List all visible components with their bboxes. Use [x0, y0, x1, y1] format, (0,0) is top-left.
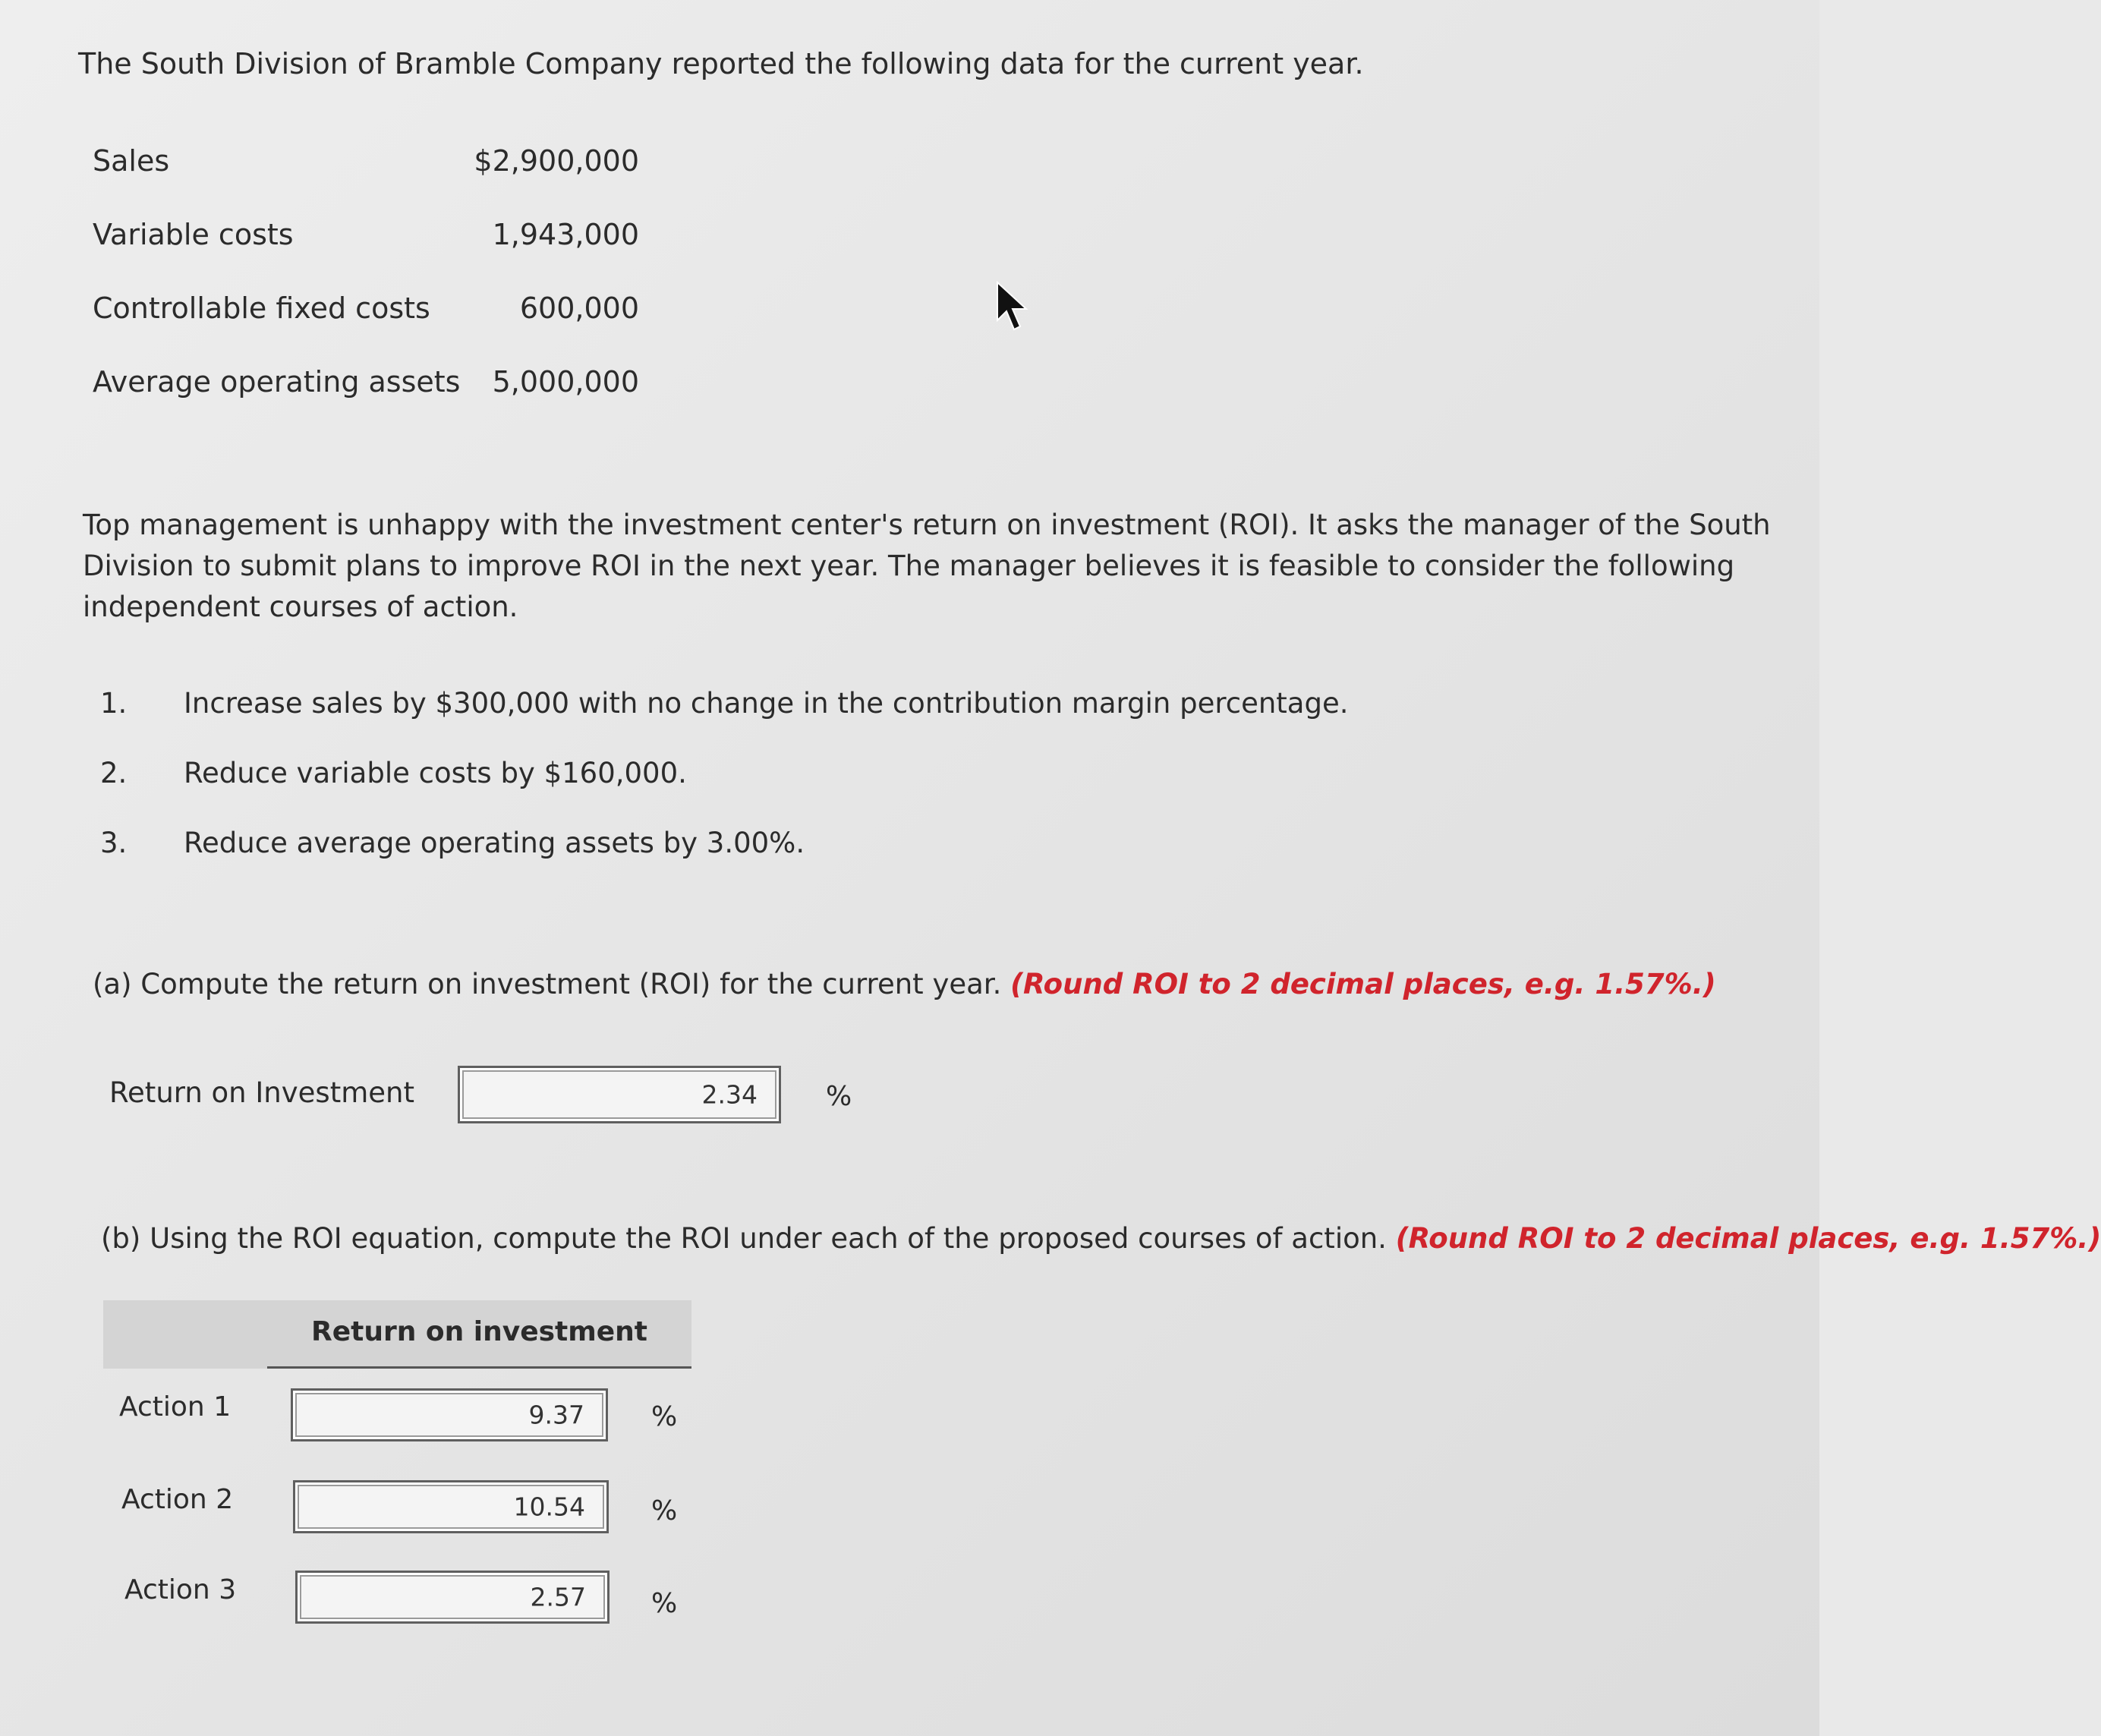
- roi-table-header: [103, 1300, 691, 1369]
- percent-unit: %: [651, 1495, 678, 1526]
- roi-action-2-value: 10.54: [513, 1492, 585, 1522]
- data-row-controllable-fixed-costs: [93, 291, 639, 337]
- data-row-value: 600,000: [519, 291, 639, 325]
- data-row-label: Average operating assets: [93, 365, 461, 399]
- data-row-label: Controllable fixed costs: [93, 291, 430, 325]
- roi-action-3-value: 2.57: [530, 1582, 586, 1612]
- part-a-rounding-note: (Round ROI to 2 decimal places, e.g. 1.57%.): [1010, 968, 1716, 1000]
- part-b-question-text: (b) Using the ROI equation, compute the ROI under each of the proposed courses of action.: [101, 1222, 1387, 1255]
- data-row-label: Variable costs: [93, 218, 294, 251]
- data-row-value: 5,000,000: [492, 365, 639, 399]
- data-row-average-operating-assets: [93, 365, 639, 411]
- row-label-action-2: Action 2: [121, 1484, 234, 1515]
- problem-paragraph: Top management is unhappy with the investment center's return on investment (ROI). It asks the manager of the South Division to submit plans to improve ROI in the next year. The manager believes it is feasible to consider the following independent courses of action.: [83, 509, 1771, 623]
- list-item-number: 1.: [100, 687, 128, 720]
- list-item-number: 2.: [100, 757, 128, 789]
- part-b-question: [101, 1222, 2101, 1255]
- roi-action-1-value: 9.37: [528, 1400, 584, 1430]
- roi-action-3-input[interactable]: [295, 1571, 610, 1624]
- percent-unit: %: [651, 1588, 678, 1619]
- part-b-rounding-note: (Round ROI to 2 decimal places, e.g. 1.57%.): [1395, 1222, 2101, 1255]
- roi-current-input[interactable]: [458, 1066, 781, 1123]
- mouse-pointer-icon: [994, 281, 1032, 334]
- part-a-question-text: (a) Compute the return on investment (ROI) for the current year.: [93, 968, 1002, 1000]
- data-row-value: $2,900,000: [474, 144, 639, 178]
- data-row-label: Sales: [93, 144, 170, 178]
- list-item-number: 3.: [100, 827, 128, 859]
- percent-unit: %: [651, 1401, 678, 1432]
- column-header: Return on investment: [267, 1298, 691, 1369]
- row-label-action-1: Action 1: [119, 1391, 232, 1423]
- list-item: [100, 827, 1315, 869]
- data-row-value: 1,943,000: [492, 218, 639, 251]
- list-item-text: Reduce average operating assets by 3.00%.: [184, 827, 805, 859]
- problem-intro: The South Division of Bramble Company reported the following data for the current year.: [78, 47, 1364, 80]
- roi-label: Return on Investment: [109, 1076, 414, 1109]
- list-item-text: Reduce variable costs by $160,000.: [184, 757, 687, 789]
- roi-action-2-input[interactable]: [293, 1480, 609, 1533]
- list-item: [100, 757, 1315, 799]
- data-row-variable-costs: [93, 218, 639, 263]
- data-row-sales: [93, 144, 639, 190]
- roi-action-1-input[interactable]: [291, 1388, 608, 1441]
- part-a-question: [93, 968, 1716, 1000]
- list-item: [100, 687, 1349, 729]
- roi-current-value: 2.34: [701, 1079, 758, 1110]
- list-item-text: Increase sales by $300,000 with no change in the contribution margin percentage.: [184, 687, 1349, 720]
- percent-unit: %: [826, 1081, 852, 1112]
- row-label-action-3: Action 3: [124, 1574, 237, 1605]
